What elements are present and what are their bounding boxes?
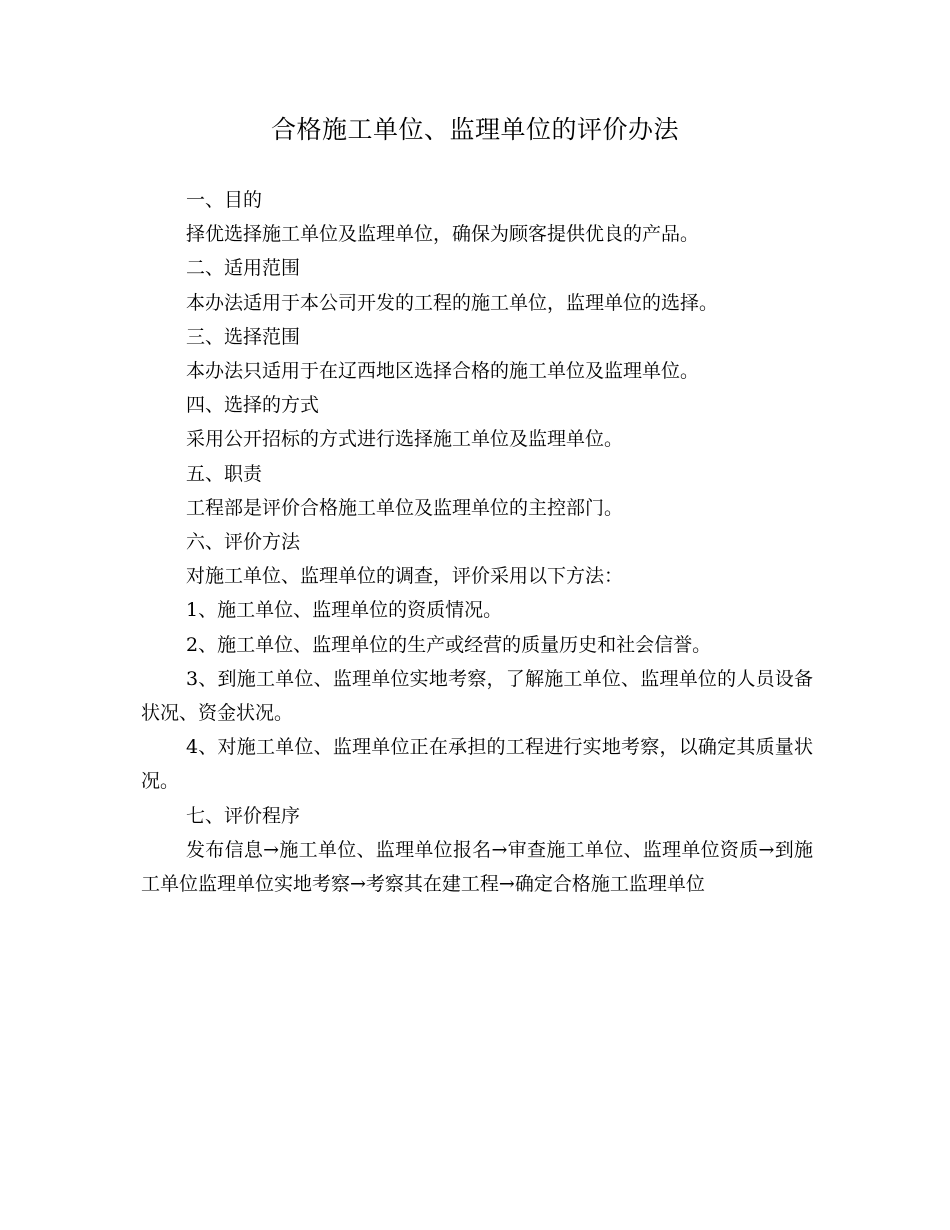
paragraph-selection-range: 本办法只适用于在辽西地区选择合格的施工单位及监理单位。 <box>186 360 700 383</box>
document-body <box>141 183 813 901</box>
heading-responsibility: 五、职责 <box>186 462 263 485</box>
heading-scope: 二、适用范围 <box>186 257 301 280</box>
paragraph-selection-method: 采用公开招标的方式进行选择施工单位及监理单位。 <box>186 428 624 451</box>
evaluation-item-3: 3、到施工单位、监理单位实地考察，了解施工单位、监理单位的人员设备状况、资金状况。 <box>141 667 813 725</box>
evaluation-item-1: 1、施工单位、监理单位的资质情况。 <box>186 599 503 622</box>
heading-selection-range: 三、选择范围 <box>186 325 301 348</box>
paragraph-responsibility: 工程部是评价合格施工单位及监理单位的主控部门。 <box>186 496 624 519</box>
evaluation-item-2: 2、施工单位、监理单位的生产或经营的质量历史和社会信誉。 <box>186 633 712 656</box>
paragraph-purpose: 择优选择施工单位及监理单位，确保为顾客提供优良的产品。 <box>186 223 700 246</box>
document-title: 合格施工单位、监理单位的评价办法 <box>270 115 679 144</box>
paragraph-evaluation-procedure: 发布信息→施工单位、监理单位报名→审查施工单位、监理单位资质→到施工单位监理单位实地考察→考察其在建工程→确定合格施工监理单位 <box>141 838 813 896</box>
heading-evaluation-procedure: 七、评价程序 <box>186 804 301 827</box>
heading-purpose: 一、目的 <box>186 189 263 211</box>
heading-evaluation-method: 六、评价方法 <box>186 531 301 554</box>
paragraph-evaluation-intro: 对施工单位、监理单位的调查，评价采用以下方法： <box>186 565 624 588</box>
evaluation-item-4: 4、对施工单位、监理单位正在承担的工程进行实地考察，以确定其质量状况。 <box>141 736 813 793</box>
paragraph-scope: 本办法适用于本公司开发的工程的施工单位，监理单位的选择。 <box>186 291 719 314</box>
heading-selection-method: 四、选择的方式 <box>186 394 320 417</box>
